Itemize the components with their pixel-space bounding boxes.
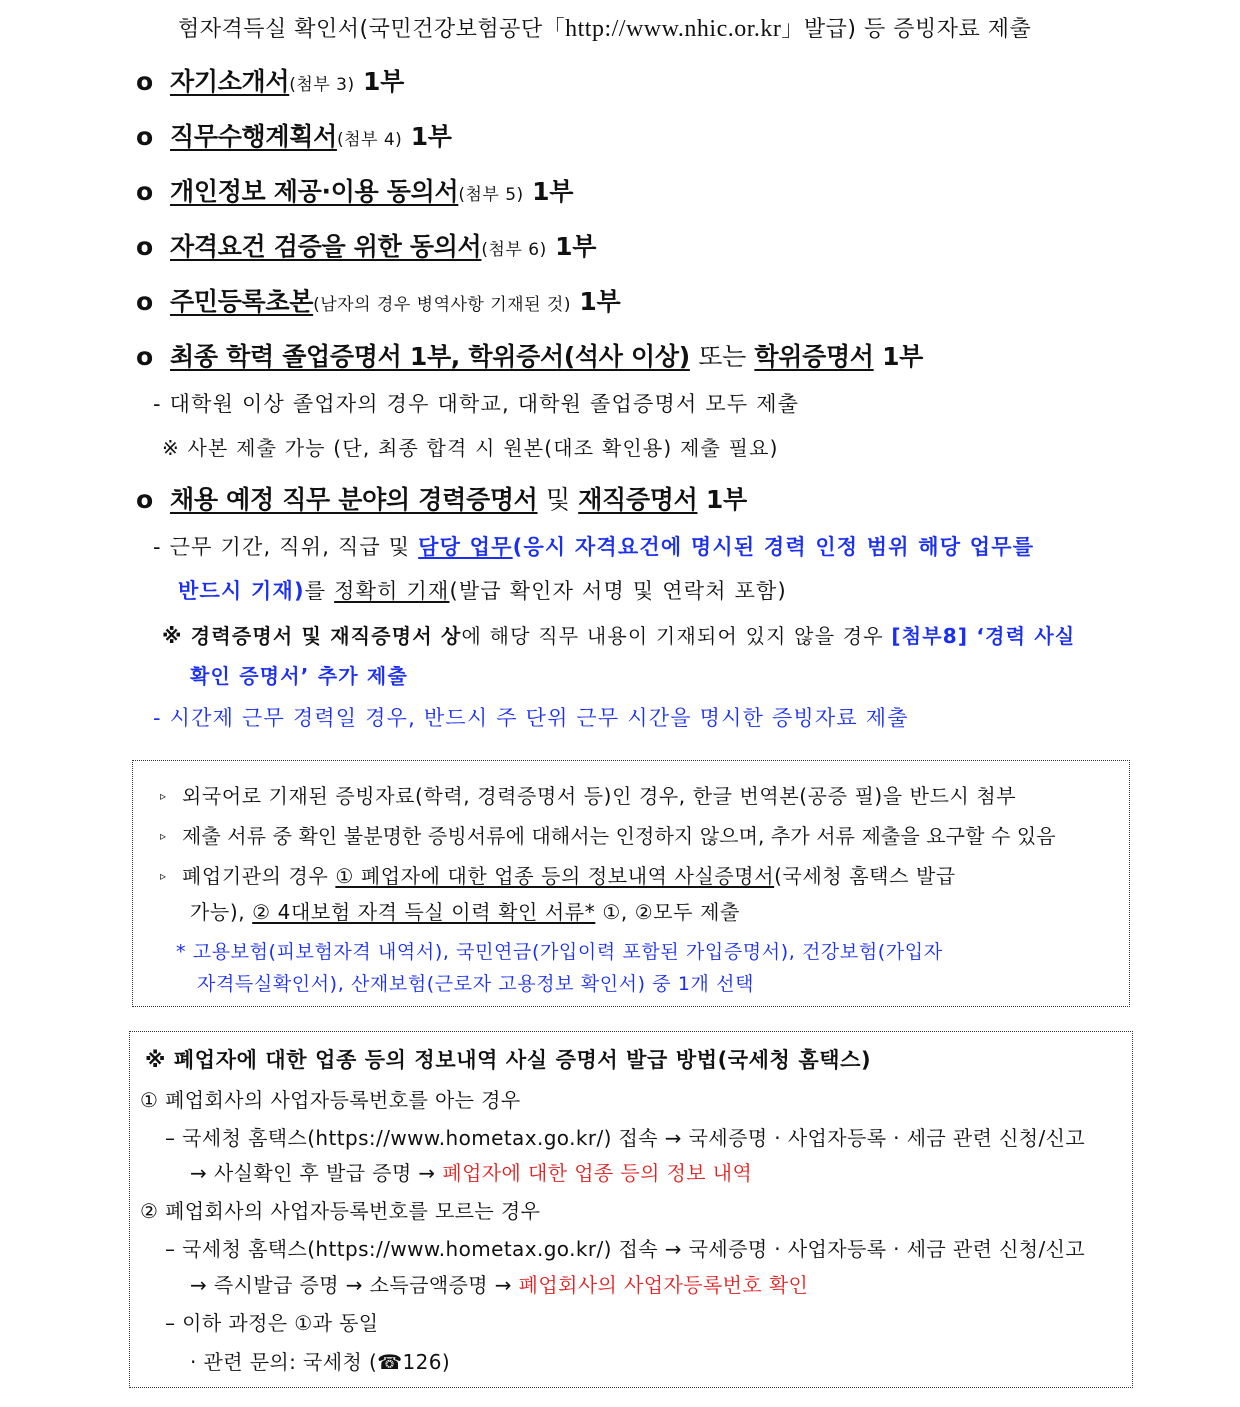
insurance-history-text: ② 4대보험 자격 득실 이력 확인 서류* — [252, 900, 596, 924]
item-self-intro — [136, 62, 404, 98]
guide-title: ※ 폐업자에 대한 업종 등의 정보내역 사실 증명서 발급 방법(국세청 홈택스) — [145, 1048, 872, 1072]
edu-sub-note: - 대학원 이상 졸업자의 경우 대학교, 대학원 졸업증명서 모두 제출 — [153, 392, 800, 416]
part-time-note: - 시간제 근무 경력일 경우, 반드시 주 단위 근무 시간을 명시한 증빙자료 제출 — [153, 706, 909, 730]
case-2-step-2-pre: → 즉시발급 증명 → 소득금액증명 → — [190, 1273, 512, 1297]
case-2-heading: ② 폐업회사의 사업자등록번호를 모르는 경우 — [140, 1199, 541, 1223]
case-1-step-2-pre: → 사실확인 후 발급 증명 → — [190, 1161, 436, 1185]
career-l2-post: (발급 확인자 서명 및 연락처 포함) — [449, 579, 787, 603]
career-line-1 — [153, 531, 1034, 561]
item-title: 자격요건 검증을 위한 동의서 — [170, 232, 482, 261]
case-2-step-2 — [190, 1269, 808, 1298]
item-count: 1부 — [882, 342, 924, 371]
item-career — [136, 480, 747, 516]
item-title: 개인정보 제공·이용 동의서 — [170, 177, 459, 206]
edu-degree-cert: 학위증명서 — [754, 342, 874, 371]
edu-certificates: 최종 학력 졸업증명서 1부, 학위증서(석사 이상) — [170, 342, 690, 371]
bullet: o — [136, 122, 153, 151]
case-2-step-1: – 국세청 홈택스(https://www.hometax.go.kr/) 접속 → 국세증명 · 사업자등록 · 세금 관련 신청/신고 — [165, 1237, 1086, 1261]
case-2-result: 폐업회사의 사업자등록번호 확인 — [518, 1273, 809, 1297]
career-cert: 채용 예정 직무 분야의 경력증명서 — [170, 485, 538, 514]
item-verification-consent — [136, 227, 596, 263]
edu-copy-note: ※ 사본 제출 가능 (단, 최종 합격 시 원본(대조 확인용) 제출 필요) — [162, 436, 779, 460]
bullet: o — [136, 177, 153, 206]
item-note: (첨부 6) — [481, 240, 547, 260]
item-title: 주민등록초본 — [170, 287, 314, 316]
bullet: o — [136, 232, 153, 261]
item-title: 자기소개서 — [170, 67, 290, 96]
item-note: (첨부 3) — [289, 75, 355, 95]
duty-text: 담당 업무 — [418, 535, 513, 559]
item-count: 1부 — [363, 67, 404, 96]
career-line-4 — [190, 660, 408, 689]
item-count: 1부 — [410, 122, 452, 151]
item-title: 직무수행계획서 — [170, 122, 337, 151]
exact-state-text: 정확히 기재 — [334, 579, 450, 603]
contact-info: · 관련 문의: 국세청 (☎126) — [190, 1350, 451, 1374]
career-and: 및 — [545, 485, 570, 514]
item-education — [136, 337, 923, 373]
item-count: 1부 — [532, 177, 574, 206]
top-line — [178, 12, 1031, 43]
triangle-icon: ▹ — [160, 789, 167, 803]
career-l3-bold: ※ 경력증명서 및 재직증명서 상 — [162, 624, 462, 648]
attachment8-cont: 확인 증명서’ 추가 제출 — [190, 664, 408, 688]
bullet: o — [136, 287, 153, 316]
item-job-plan — [136, 117, 452, 153]
bullet: o — [136, 342, 153, 371]
item-count: 1부 — [555, 232, 597, 261]
notice-text: ①, ②모두 제출 — [602, 900, 740, 924]
career-l1-pre: - 근무 기간, 직위, 직급 및 — [153, 535, 411, 559]
case-2-step-3: – 이하 과정은 ①과 동일 — [165, 1311, 379, 1335]
notice-text: 제출 서류 중 확인 불분명한 증빙서류에 대해서는 인정하지 않으며, 추가 서류 제출을 요구할 수 있음 — [182, 824, 1056, 848]
case-1-step-1: – 국세청 홈택스(https://www.hometax.go.kr/) 접속 → 국세증명 · 사업자등록 · 세금 관련 신청/신고 — [165, 1126, 1086, 1150]
must-state-text: 반드시 기재) — [178, 579, 305, 603]
attachment8-text: [첨부8] ‘경력 사실 — [891, 624, 1076, 648]
notice-text: 외국어로 기재된 증빙자료(학력, 경력증명서 등)인 경우, 한글 번역본(공증 필)을 반드시 첨부 — [182, 784, 1017, 808]
case-1-heading: ① 폐업회사의 사업자등록번호를 아는 경우 — [140, 1088, 521, 1112]
item-note: (남자의 경우 병역사항 기재된 것) — [313, 295, 571, 315]
triangle-icon: ▹ — [160, 869, 167, 883]
notice-bullet-2 — [160, 820, 1056, 849]
insurance-footnote-1: * 고용보험(피보험자격 내역서), 국민연금(가입이력 포함된 가입증명서), 건강보험(가입자 — [176, 941, 943, 963]
edu-or: 또는 — [698, 342, 746, 371]
duty-range-text: (응시 자격요건에 명시된 경력 인정 범위 해당 업무를 — [512, 535, 1035, 559]
top-line-post: 」발급) 등 증빙자료 제출 — [781, 17, 1032, 42]
top-line-pre: 험자격득실 확인서(국민건강보험공단「 — [178, 17, 566, 42]
career-line-3 — [162, 620, 1075, 649]
notice-bullet-3-cont — [190, 896, 740, 925]
closure-cert-text: ① 폐업자에 대한 업종 등의 정보내역 사실증명서 — [335, 864, 775, 888]
insurance-footnote-2: 자격득실확인서), 산재보험(근로자 고용정보 확인서) 중 1개 선택 — [197, 973, 755, 995]
bullet: o — [136, 67, 153, 96]
item-note: (첨부 4) — [336, 130, 403, 150]
item-note: (첨부 5) — [458, 185, 524, 205]
item-privacy-consent — [136, 172, 573, 208]
notice-bullet-1 — [160, 780, 1016, 809]
case-1-step-2 — [190, 1157, 752, 1186]
notice-text: 폐업기관의 경우 — [182, 864, 329, 888]
notice-bullet-3 — [160, 860, 956, 889]
item-count: 1부 — [579, 287, 621, 316]
career-line-2 — [178, 575, 787, 605]
notice-text: (국세청 홈택스 발급 — [774, 864, 956, 888]
nhic-url-text: http://www.nhic.or.kr — [565, 16, 782, 42]
bullet: o — [136, 485, 153, 514]
notice-text: 가능), — [190, 900, 246, 924]
item-count: 1부 — [705, 485, 747, 514]
career-l3-mid: 에 해당 직무 내용이 기재되어 있지 않을 경우 — [461, 624, 884, 648]
item-resident-abstract — [136, 282, 620, 318]
career-l2-mid: 를 — [304, 579, 327, 603]
employment-cert: 재직증명서 — [578, 485, 698, 514]
triangle-icon: ▹ — [160, 829, 167, 843]
case-1-result: 폐업자에 대한 업종 등의 정보 내역 — [442, 1161, 753, 1185]
